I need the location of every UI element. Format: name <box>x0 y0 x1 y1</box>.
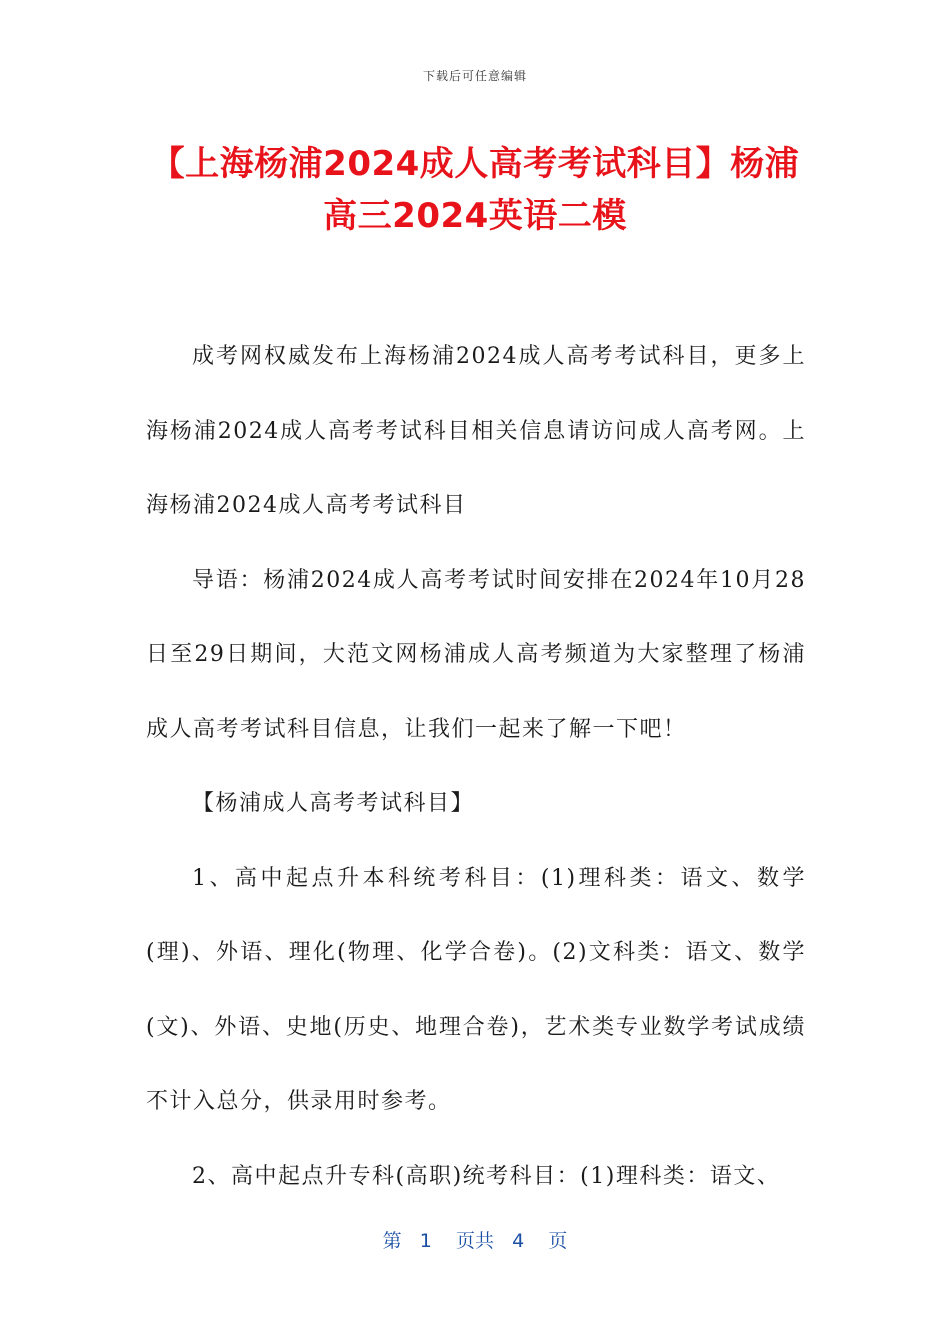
header-note: 下载后可任意编辑 <box>422 69 527 83</box>
paragraph-lead: 导语：杨浦2024成人高考考试时间安排在2024年10月28日至29日期间，大范文网杨浦成人高考频道为大家整理了杨浦成人高考考试科目信息，让我们一起来了解一下吧！ <box>146 567 806 742</box>
document-title: 【上海杨浦2024成人高考考试科目】杨浦高三2024英语二模 <box>150 144 800 236</box>
footer-label-total: 页共 <box>455 1230 494 1252</box>
paragraph-item-1: 1、高中起点升本科统考科目：(1)理科类：语文、数学(理)、外语、理化(物理、化学合卷)。(2)文科类：语文、数学(文)、外语、史地(历史、地理合卷)，艺术类专业数学考试成绩不计入总分，供录用时参考。 <box>146 865 806 1114</box>
section-heading: 【杨浦成人高考考试科目】 <box>192 791 475 816</box>
document-body <box>146 320 806 1214</box>
paragraph-item-2: 2、高中起点升专科(高职)统考科目：(1)理科类：语文、 <box>192 1163 781 1189</box>
footer-total-pages: 4 <box>512 1230 525 1252</box>
paragraph-intro: 成考网权威发布上海杨浦2024成人高考考试科目，更多上海杨浦2024成人高考考试科目相关信息请访问成人高考网。上海杨浦2024成人高考考试科目 <box>146 344 806 518</box>
footer-label-end: 页 <box>548 1230 568 1252</box>
page-footer <box>0 1226 950 1253</box>
footer-label-page: 第 <box>382 1230 402 1252</box>
footer-current-page: 1 <box>419 1230 432 1252</box>
